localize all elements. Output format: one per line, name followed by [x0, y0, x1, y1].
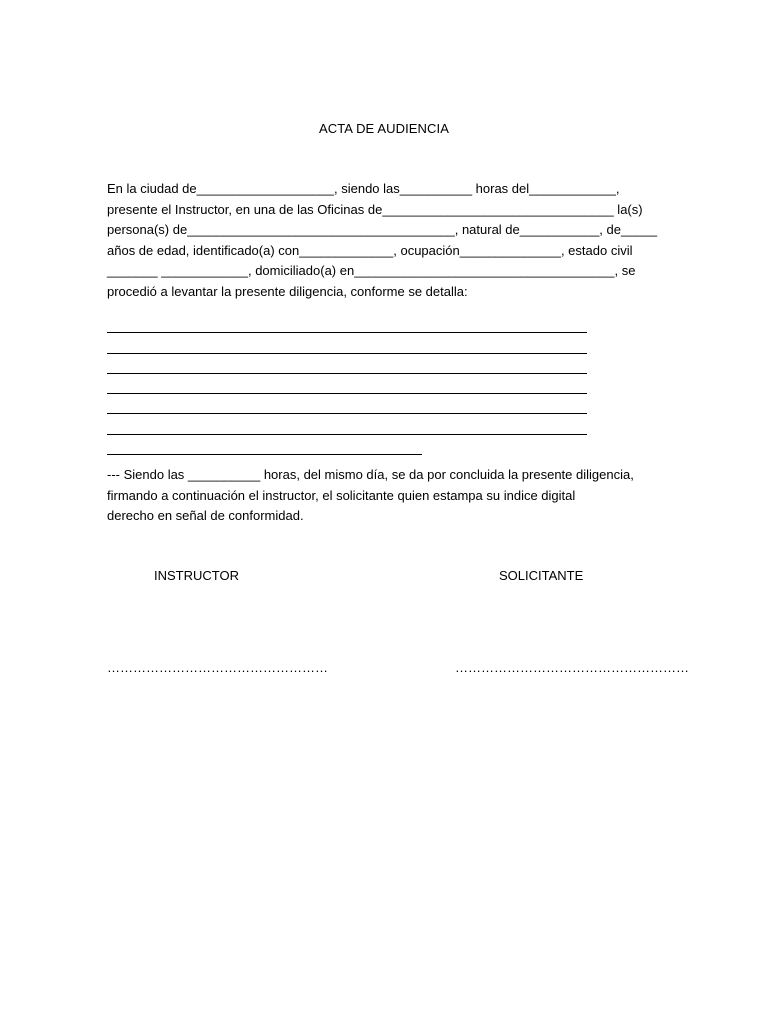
paragraph-line: presente el Instructor, en una de las Oficinas de________________________________ la(s) — [107, 201, 643, 217]
paragraph-line: En la ciudad de___________________, siendo las__________ horas del____________, — [107, 181, 620, 196]
paragraph-line: persona(s) de_____________________________________, natural de___________, de_____ — [107, 222, 658, 237]
paragraph-line: firmando a continuación el instructor, el solicitante quien estampa su indice digital — [107, 487, 576, 503]
solicitante-signature-label: SOLICITANTE — [499, 568, 584, 583]
solicitante-signature-line: ……………………………………………… — [455, 660, 689, 675]
paragraph-line: años de edad, identificado(a) con_____________, ocupación______________, estado civil — [107, 242, 633, 258]
instructor-signature-line: …………………………………………… — [107, 660, 328, 675]
paragraph-line: _______ ____________, domiciliado(a) en____________________________________, se — [107, 263, 636, 278]
document-title: ACTA DE AUDIENCIA — [318, 121, 450, 136]
opening-paragraph — [107, 179, 667, 302]
paragraph-line: procedió a levantar la presente diligencia, conforme se detalla: — [107, 283, 468, 299]
instructor-signature-label: INSTRUCTOR — [154, 568, 239, 583]
paragraph-line: derecho en señal de conformidad. — [107, 508, 304, 523]
closing-paragraph — [107, 465, 667, 527]
paragraph-line: --- Siendo las __________ horas, del mismo día, se da por concluida la presente diligencia, — [107, 467, 634, 482]
